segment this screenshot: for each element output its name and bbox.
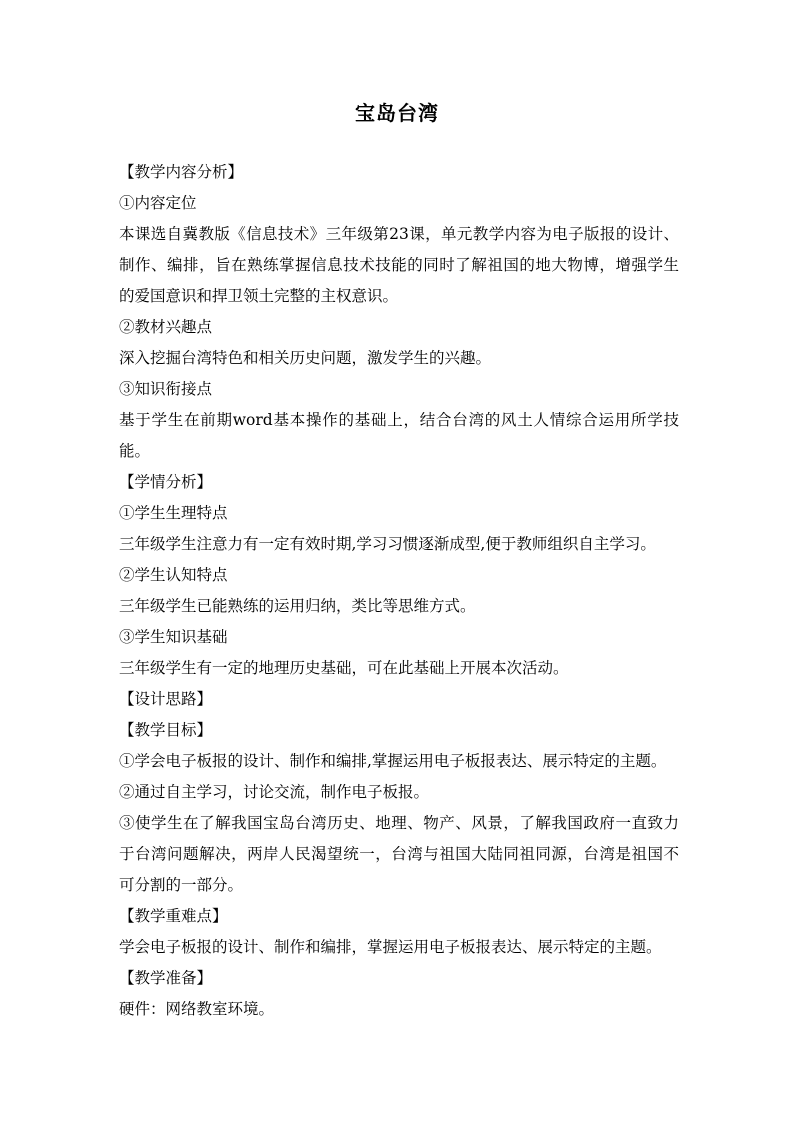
paragraph-line: 可分割的一部分。: [119, 876, 244, 894]
paragraph-line: 能。: [119, 442, 151, 460]
subheading-content-position: ①内容定位: [119, 194, 197, 212]
paragraph-line: 本课选自冀教版《信息技术》三年级第23课，单元教学内容为电子版报的设计、: [119, 225, 679, 243]
section-heading-teaching-goals: 【教学目标】: [119, 721, 213, 739]
paragraph-line: 制作、编排，旨在熟练掌握信息技术技能的同时了解祖国的地大物博，增强学生: [119, 256, 679, 274]
paragraph-line: 于台湾问题解决，两岸人民渴望统一，台湾与祖国大陆同祖同源，台湾是祖国不: [119, 845, 679, 863]
goal-item: ①学会电子板报的设计、制作和编排,掌握运用电子板报表达、展示特定的主题。: [119, 752, 667, 770]
document-title: 宝岛台湾: [355, 101, 439, 125]
section-heading-content-analysis: 【教学内容分析】: [119, 163, 244, 181]
paragraph-line: 基于学生在前期word基本操作的基础上，结合台湾的风土人情综合运用所学技: [119, 411, 679, 429]
subheading-interest-point: ②教材兴趣点: [119, 318, 213, 336]
section-heading-student-analysis: 【学情分析】: [119, 473, 213, 491]
section-heading-key-points: 【教学重难点】: [119, 907, 228, 925]
goal-item: ③使学生在了解我国宝岛台湾历史、地理、物产、风景，了解我国政府一直致力: [119, 814, 679, 832]
paragraph-line: 三年级学生注意力有一定有效时期,学习习惯逐渐成型,便于教师组织自主学习。: [119, 535, 656, 553]
document-body: [119, 157, 679, 1025]
paragraph-line: 学会电子板报的设计、制作和编排，掌握运用电子板报表达、展示特定的主题。: [119, 938, 662, 956]
subheading-knowledge-base: ③学生知识基础: [119, 628, 228, 646]
paragraph-line: 三年级学生已能熟练的运用归纳，类比等思维方式。: [119, 597, 476, 615]
section-heading-design-idea: 【设计思路】: [119, 690, 213, 708]
goal-item: ②通过自主学习，讨论交流，制作电子板报。: [119, 783, 430, 801]
paragraph-line: 硬件：网络教室环境。: [119, 1000, 275, 1018]
subheading-physiology: ①学生生理特点: [119, 504, 228, 522]
paragraph-line: 三年级学生有一定的地理历史基础，可在此基础上开展本次活动。: [119, 659, 569, 677]
subheading-knowledge-link: ③知识衔接点: [119, 380, 213, 398]
paragraph-line: 深入挖掘台湾特色和相关历史问题，激发学生的兴趣。: [119, 349, 492, 367]
subheading-cognition: ②学生认知特点: [119, 566, 228, 584]
paragraph-line: 的爱国意识和捍卫领土完整的主权意识。: [119, 287, 399, 305]
section-heading-preparation: 【教学准备】: [119, 969, 213, 987]
